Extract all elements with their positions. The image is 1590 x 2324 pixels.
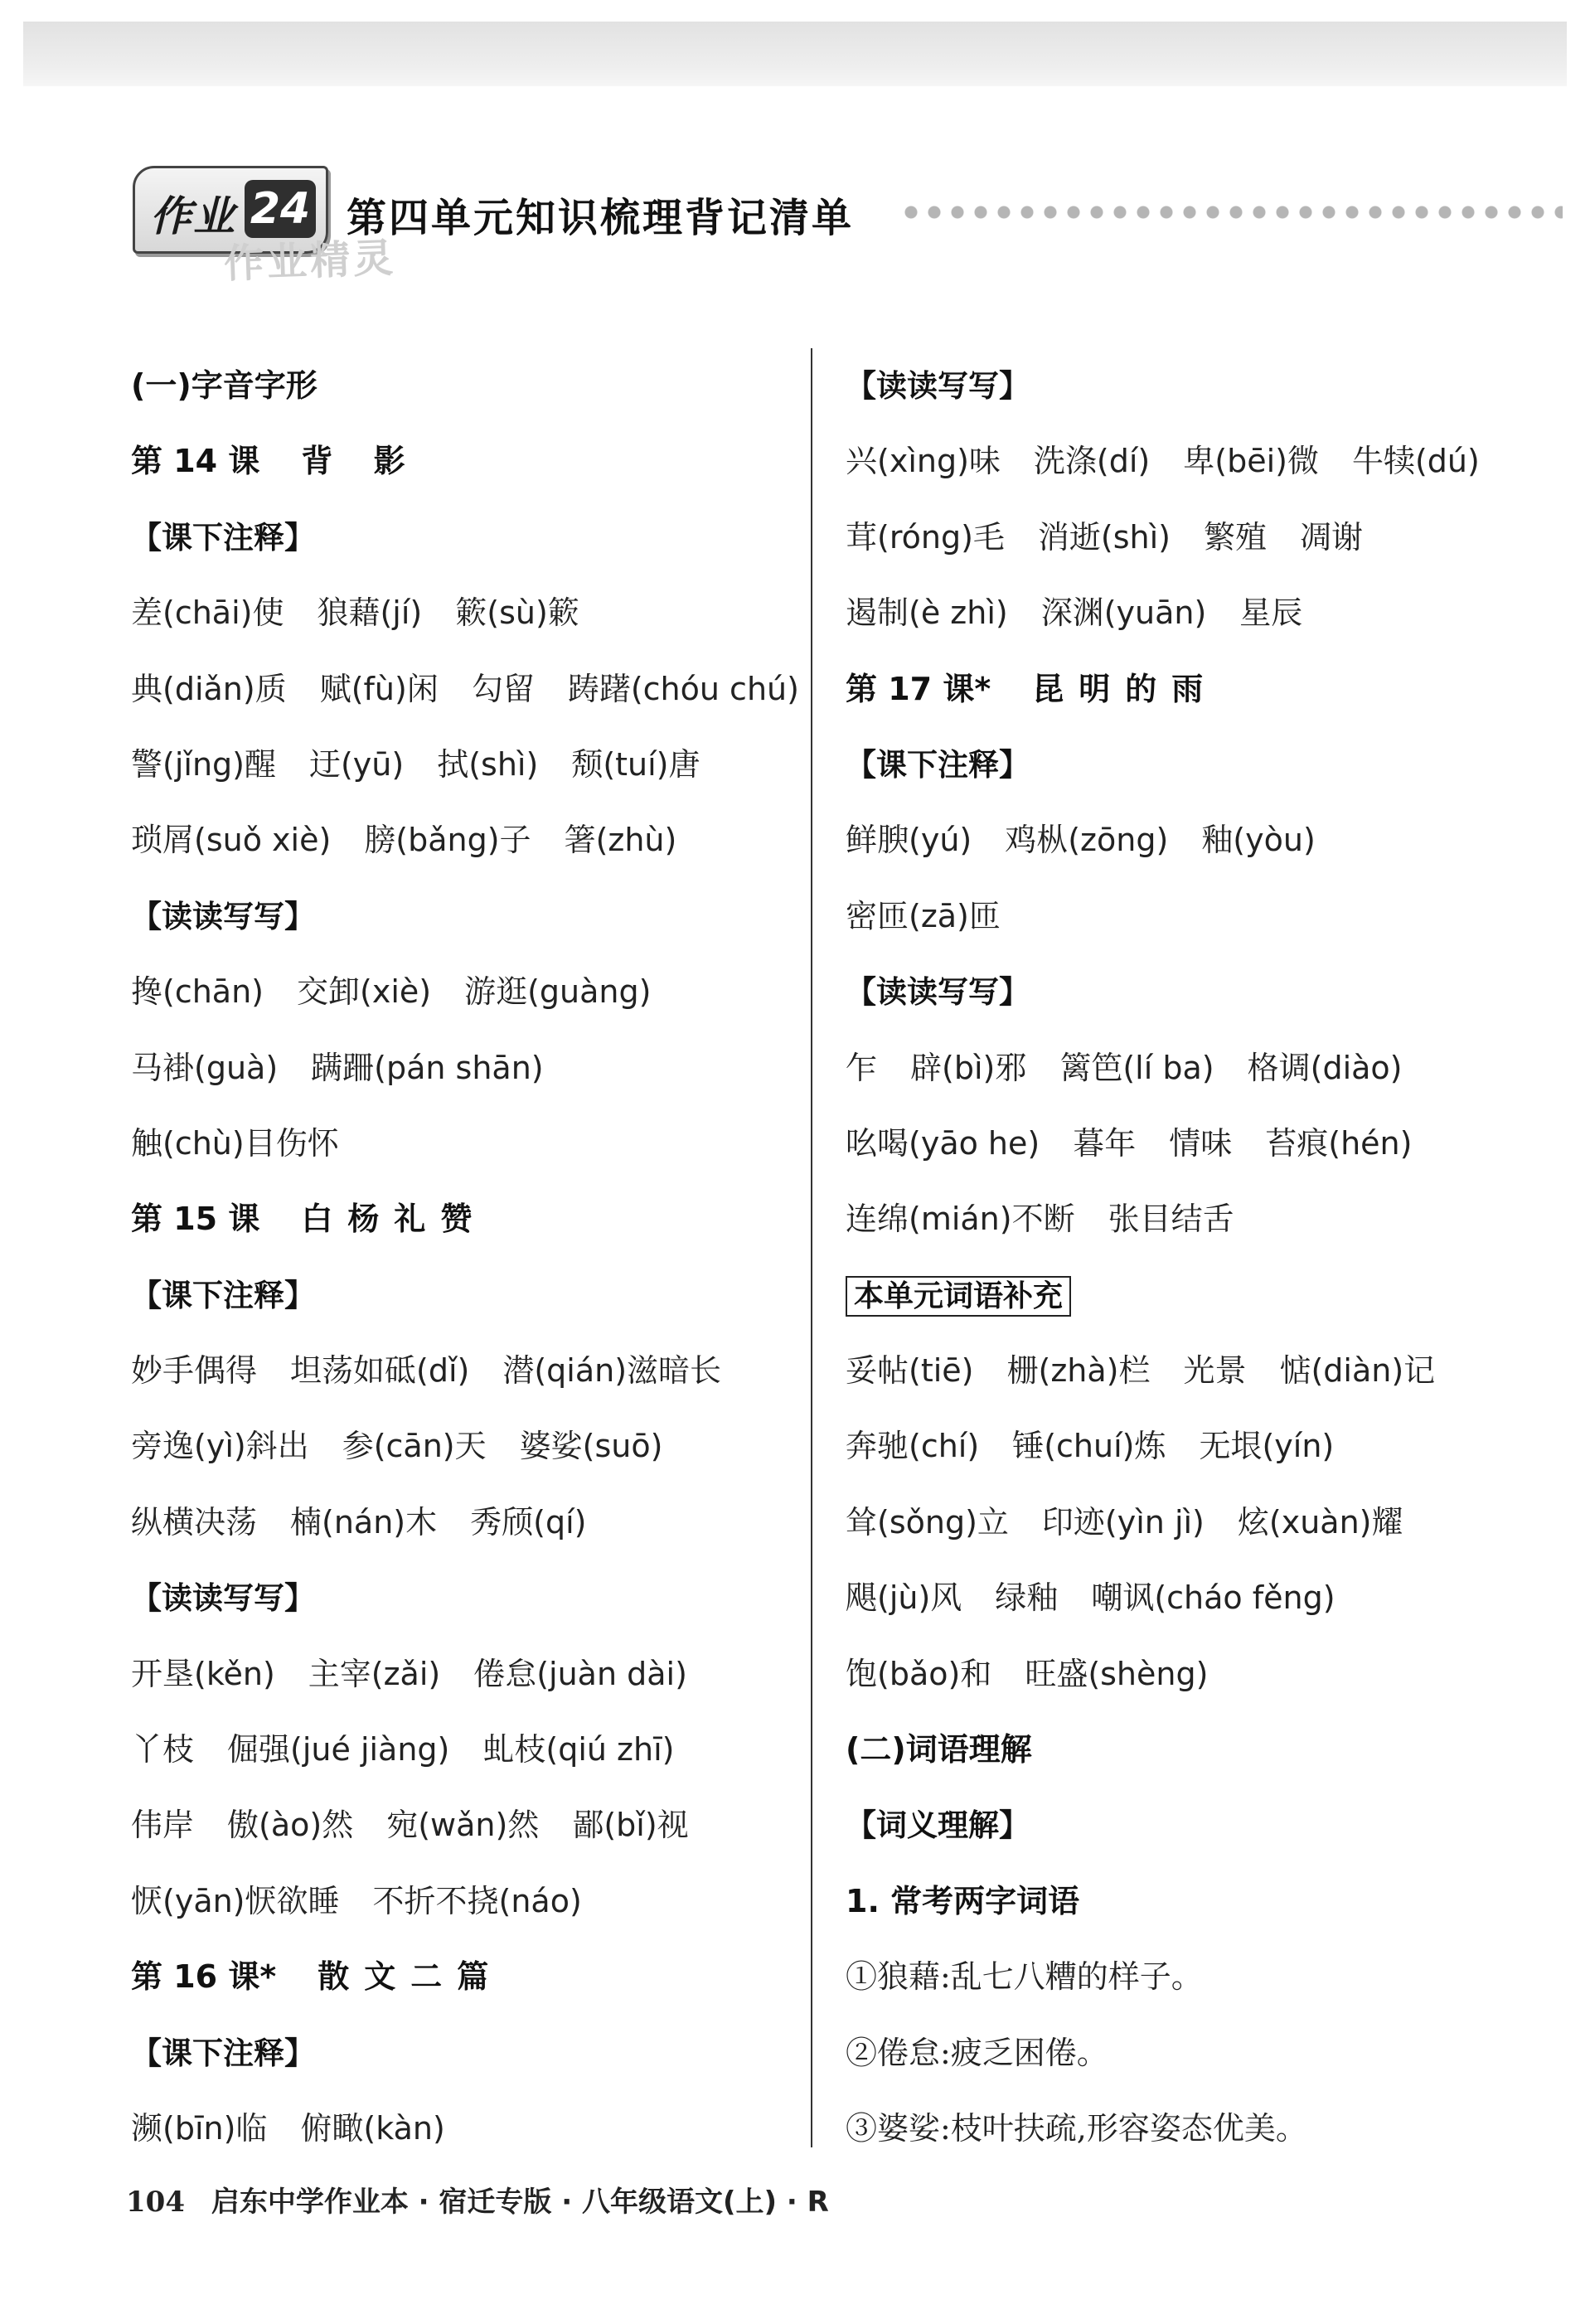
subsection-label: 【课下注释】 <box>131 519 315 556</box>
vocab-line <box>846 1560 1558 1636</box>
page-top-band <box>23 22 1567 86</box>
vocab-line <box>846 424 1558 499</box>
vocab-term: 搀(chān) <box>131 973 264 1011</box>
definition-line: ②倦怠:疲乏困倦。 <box>846 2034 1108 2071</box>
vocab-term: 旺盛(shèng) <box>1025 1655 1209 1692</box>
vocab-term: 耸(sǒng)立 <box>846 1503 1009 1540</box>
vocab-term: 洗涤(dí) <box>1033 443 1151 480</box>
book-title: 启东中学作业本 · 宿迁专版 · 八年级语文(上) · R <box>211 2186 829 2219</box>
page-number: 104 <box>126 2186 185 2219</box>
section-heading: (二)词语理解 <box>846 1731 1032 1768</box>
vocab-term: 倦怠(juàn dài) <box>473 1655 687 1692</box>
vocab-term: 坦荡如砥(dǐ) <box>290 1352 470 1390</box>
subsection-label: 【课下注释】 <box>131 2035 315 2071</box>
vocab-term: 光景 <box>1183 1352 1247 1390</box>
vocab-term: 蹒跚(pán shān) <box>311 1049 544 1086</box>
vocab-line <box>131 1485 794 1560</box>
lesson-title <box>131 424 794 499</box>
vocab-term: 颓(tuí)唐 <box>571 745 700 783</box>
column-divider <box>811 348 812 2147</box>
subsection-label: 【读读写写】 <box>846 974 1030 1011</box>
vocab-term: 迂(yū) <box>308 745 405 783</box>
vocab-line <box>846 575 1558 651</box>
vocab-line <box>131 1333 794 1409</box>
vocab-term: 连绵(mián)不断 <box>846 1201 1075 1238</box>
vocab-term: 星辰 <box>1239 594 1303 632</box>
vocab-line <box>131 652 799 727</box>
vocab-term: 乍 <box>846 1049 878 1086</box>
vocab-term: 琐屑(suǒ xiè) <box>131 822 332 859</box>
vocab-term: 嘲讽(cháo fěng) <box>1091 1579 1336 1617</box>
right-column <box>846 348 1558 2166</box>
watermark-logo: 作业精灵 <box>223 235 398 288</box>
vocab-term: 婆娑(suō) <box>519 1428 663 1465</box>
badge-number: 24 <box>245 180 316 238</box>
page-footer <box>126 2179 829 2220</box>
subsection-label: 【课下注释】 <box>131 1277 315 1313</box>
vocab-term: 开垦(kěn) <box>131 1655 275 1692</box>
vocab-line <box>131 1788 794 1863</box>
lesson-title <box>131 1939 794 2015</box>
vocab-line <box>131 1712 794 1788</box>
vocab-term: 狼藉(jí) <box>317 594 423 632</box>
vocab-term: 纵横决荡 <box>131 1503 258 1540</box>
subsection-label: 【词义理解】 <box>846 1807 1030 1844</box>
vocab-term: 妙手偶得 <box>131 1352 258 1390</box>
vocab-line <box>131 727 794 803</box>
vocab-term: 密匝(zā)匝 <box>846 897 1001 934</box>
section-heading: (一)字音字形 <box>131 367 318 404</box>
vocab-term: 膀(bǎng)子 <box>364 822 531 859</box>
lesson-number: 第 15 课 <box>131 1201 260 1238</box>
vocab-term: 炫(xuàn)耀 <box>1237 1503 1403 1540</box>
vocab-term: 牛犊(dú) <box>1351 443 1480 480</box>
vocab-term: 茸(róng)毛 <box>846 518 1005 556</box>
vocab-line <box>131 575 794 651</box>
vocab-term: 消逝(shì) <box>1037 518 1171 556</box>
lesson-name: 散文二篇 <box>318 1958 504 1996</box>
vocab-line <box>846 1031 1558 1106</box>
decorative-dots <box>899 206 1563 219</box>
vocab-term: 拭(shì) <box>437 745 539 783</box>
vocab-term: 伟岸 <box>131 1807 195 1844</box>
vocab-term: 凋谢 <box>1300 518 1364 556</box>
vocab-term: 吆喝(yāo he) <box>846 1124 1040 1162</box>
lesson-name: 昆明的雨 <box>1032 670 1219 707</box>
vocab-line <box>131 803 794 878</box>
vocab-term: 典(diǎn)质 <box>131 670 287 707</box>
vocab-term: 濒(bīn)临 <box>131 2109 268 2147</box>
vocab-term: 深渊(yuān) <box>1040 594 1207 632</box>
vocab-line <box>846 500 1558 575</box>
vocab-term: 丫枝 <box>131 1731 195 1768</box>
vocab-term: 赋(fù)闲 <box>319 670 439 707</box>
vocab-term: 恹(yān)恹欲睡 <box>131 1882 340 1919</box>
vocab-term: 苔痕(hén) <box>1265 1124 1413 1162</box>
lesson-name: 白杨礼赞 <box>301 1201 487 1238</box>
boxed-heading-text: 本单元词语补充 <box>846 1276 1071 1317</box>
vocab-term: 绿釉 <box>995 1579 1059 1617</box>
vocab-term: 兴(xìng)味 <box>846 443 1001 480</box>
vocab-term: 繁殖 <box>1204 518 1268 556</box>
vocab-term: 秀颀(qí) <box>470 1503 587 1540</box>
vocab-term: 饱(bǎo)和 <box>846 1655 992 1692</box>
vocab-term: 暮年 <box>1073 1124 1137 1162</box>
vocab-term: 篱笆(lí ba) <box>1059 1049 1214 1086</box>
vocab-term: 交卸(xiè) <box>297 973 432 1011</box>
vocab-term: 鸡枞(zōng) <box>1005 822 1169 859</box>
lesson-title <box>131 1181 794 1257</box>
vocab-line <box>846 1637 1558 1712</box>
lesson-name: 背 影 <box>301 443 420 480</box>
vocab-line <box>846 1333 1558 1409</box>
page-title: 第四单元知识梳理背记清单 <box>347 195 855 241</box>
lesson-number: 第 17 课* <box>846 670 991 707</box>
vocab-term: 踌躇(chóu chú) <box>567 670 799 707</box>
vocab-term: 不折不挠(náo) <box>372 1882 582 1919</box>
badge-word: 作业 <box>150 192 236 240</box>
vocab-term: 游逛(guàng) <box>464 973 652 1011</box>
vocab-line <box>846 1181 1558 1257</box>
vocab-line <box>131 954 794 1030</box>
vocab-term: 警(jǐng)醒 <box>131 745 276 783</box>
vocab-term: 虬枝(qiú zhī) <box>482 1731 675 1768</box>
section-header <box>133 166 1575 288</box>
vocab-term: 辟(bì)邪 <box>910 1049 1027 1086</box>
vocab-line <box>131 1637 794 1712</box>
vocab-term: 箸(zhù) <box>564 822 677 859</box>
vocab-term: 勾留 <box>471 670 535 707</box>
definition-line: ①狼藉:乱七八糟的样子。 <box>846 1958 1203 1996</box>
vocab-term: 潜(qián)滋暗长 <box>502 1352 722 1390</box>
vocab-term: 马褂(guà) <box>131 1049 279 1086</box>
vocab-term: 惦(diàn)记 <box>1279 1352 1436 1390</box>
vocab-term: 锤(chuí)炼 <box>1012 1428 1166 1465</box>
vocab-line <box>846 1106 1558 1181</box>
vocab-term: 楠(nán)木 <box>290 1503 438 1540</box>
vocab-line <box>131 2091 794 2166</box>
vocab-term: 簌(sù)簌 <box>455 594 579 632</box>
vocab-term: 奔驰(chí) <box>846 1428 980 1465</box>
vocab-term: 情味 <box>1169 1124 1233 1162</box>
lesson-number: 第 16 课* <box>131 1958 277 1996</box>
vocab-term: 主宰(zǎi) <box>308 1655 441 1692</box>
lesson-number: 第 14 课 <box>131 443 260 480</box>
vocab-term: 宛(wǎn)然 <box>386 1807 540 1844</box>
vocab-line <box>131 1864 794 1939</box>
vocab-term: 卑(bēi)微 <box>1183 443 1319 480</box>
vocab-term: 飓(jù)风 <box>846 1579 962 1617</box>
subsection-label: 【读读写写】 <box>131 1580 315 1617</box>
vocab-line <box>846 1409 1558 1484</box>
vocab-term: 鲜腴(yú) <box>846 822 972 859</box>
vocab-line <box>131 1409 794 1484</box>
vocab-term: 印迹(yìn jì) <box>1041 1503 1205 1540</box>
vocab-term: 差(chāi)使 <box>131 594 284 632</box>
vocab-term: 鄙(bǐ)视 <box>572 1807 689 1844</box>
lesson-title <box>846 652 1558 727</box>
vocab-line <box>846 879 1558 954</box>
vocab-line <box>846 803 1558 878</box>
vocab-term: 栅(zhà)栏 <box>1006 1352 1151 1390</box>
vocab-term: 格调(diào) <box>1247 1049 1403 1086</box>
subsection-label: 【课下注释】 <box>846 746 1030 783</box>
definition-line: ③婆娑:枝叶扶疏,形容姿态优美。 <box>846 2109 1307 2147</box>
vocab-term: 无垠(yín) <box>1199 1428 1335 1465</box>
vocab-term: 遏制(è zhì) <box>846 594 1008 632</box>
vocab-term: 旁逸(yì)斜出 <box>131 1428 309 1465</box>
subsection-label: 【读读写写】 <box>846 368 1030 404</box>
vocab-term: 触(chù)目伤怀 <box>131 1124 339 1162</box>
section-heading: 1. 常考两字词语 <box>846 1882 1080 1919</box>
left-column <box>131 348 799 2166</box>
boxed-heading <box>846 1258 1558 1333</box>
vocab-term: 倔强(jué jiàng) <box>227 1731 450 1768</box>
vocab-term: 张目结舌 <box>1108 1201 1234 1238</box>
vocab-line <box>131 1031 794 1106</box>
vocab-term: 参(cān)天 <box>342 1428 487 1465</box>
vocab-term: 釉(yòu) <box>1201 822 1316 859</box>
vocab-line <box>846 1485 1558 1560</box>
vocab-term: 傲(ào)然 <box>227 1807 354 1844</box>
vocab-line <box>131 1106 794 1181</box>
subsection-label: 【读读写写】 <box>131 898 315 934</box>
vocab-term: 妥帖(tiē) <box>846 1352 974 1390</box>
vocab-term: 俯瞰(kàn) <box>300 2109 445 2147</box>
